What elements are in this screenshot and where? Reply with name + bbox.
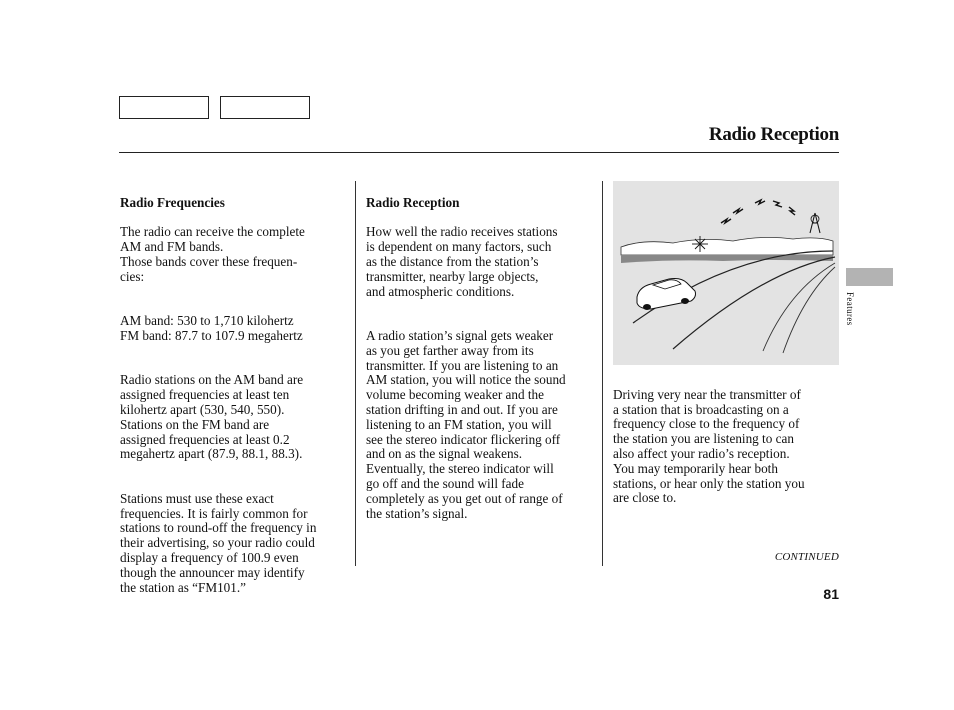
paragraph: The radio can receive the complete AM and FM bands. Those bands cover these frequen- cies: xyxy=(120,224,305,284)
paragraph: Radio stations on the AM band are assigned frequencies at least ten kilohertz apart (530, 540, 550). Stations on the FM band are assigned frequencies at least 0.2 megahertz apart (87.9, 88.1, 88.3). xyxy=(120,372,304,462)
column-near-transmitter xyxy=(613,373,843,536)
paragraph: Driving very near the transmitter of a station that is broadcasting on a frequency close to the frequency of the station you are listening to can also affect your radio’s reception. You may temporarily hear both stations, or hear only the station you are close to. xyxy=(613,386,805,506)
nav-box-2 xyxy=(220,96,310,119)
section-heading: Radio Frequencies xyxy=(120,194,225,210)
paragraph: AM band: 530 to 1,710 kilohertz FM band: 87.7 to 107.9 megahertz xyxy=(120,313,303,343)
continued-label: CONTINUED xyxy=(774,551,839,563)
column-radio-frequencies xyxy=(120,181,352,625)
section-tab-label: Features xyxy=(845,292,855,326)
column-radio-reception xyxy=(366,181,598,551)
page-title: Radio Reception xyxy=(708,124,839,145)
column-divider xyxy=(355,181,356,566)
paragraph: A radio station’s signal gets weaker as you get farther away from its transmitter. If you are listening to an AM station, you will notice the sound volume becoming weaker and the station drifting in and out. If you are listening to an FM station, you will see the stereo indicator flickering off and on as the signal weakens. Eventually, the stereo indicator will go off and the sound will fade completely as you get out of range of the station’s signal. xyxy=(366,327,566,521)
column-divider xyxy=(602,181,603,566)
paragraph: How well the radio receives stations is dependent on many factors, such as the distance from the station’s transmitter, nearby large objects, and atmospheric conditions. xyxy=(366,224,558,299)
section-tab xyxy=(846,268,893,286)
page-number: 81 xyxy=(823,586,839,602)
title-rule xyxy=(119,152,839,153)
nav-box-1 xyxy=(119,96,209,119)
section-heading: Radio Reception xyxy=(366,194,460,210)
radio-reception-illustration xyxy=(613,181,839,365)
paragraph: Stations must use these exact frequencies. It is fairly common for stations to round-off the frequency in their advertising, so your radio could display a frequency of 100.9 even though the announcer may identify the station as “FM101.” xyxy=(120,490,317,595)
